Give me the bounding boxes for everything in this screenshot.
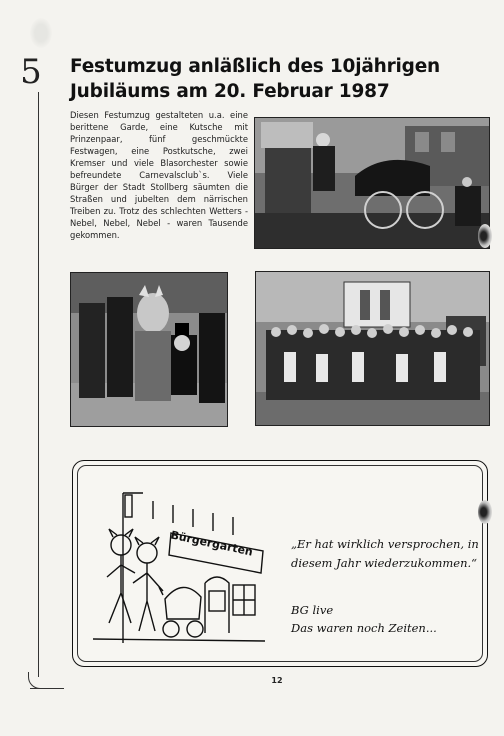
page-title: Festumzug anläßlich des 10jährigen Jubiläums am 20. Februar 1987 xyxy=(70,56,441,102)
photo-parade-carriage xyxy=(254,117,490,249)
photo-costumed-group xyxy=(70,272,228,427)
photo-costumed-group-image xyxy=(71,273,227,426)
page-number: 12 xyxy=(271,676,283,685)
advertisement-box xyxy=(72,460,488,667)
ad-quote: „Er hat wirklich versprochen, in diesem Jahr wiederzukommen.“ xyxy=(291,537,479,570)
section-marker: 5 xyxy=(20,52,42,92)
cartoon-illustration xyxy=(83,473,273,653)
margin-rule-foot xyxy=(30,688,64,689)
binder-hole xyxy=(478,224,492,248)
punch-hole xyxy=(30,18,52,48)
photo-parade-carriage-image xyxy=(255,118,489,248)
intro-paragraph: Diesen Festumzug gestalteten u.a. eine berittene Garde, eine Kutsche mit Prinzenpaar, fünf geschmückte Festwagen, eine Postkutsche, zwei Kremser und viele Blasorchester sowie befreundete Carnevalsclub`s. Viele Bürger der Stadt Stollberg säumten die Straßen und jubelten dem närrischen Treiben zu. Trotz des schlechten Wetters - Nebel, Nebel, Nebel - waren Tausende gekommen. xyxy=(70,110,248,240)
ad-signature-line-1: BG live xyxy=(291,603,334,617)
margin-rule-curl xyxy=(28,672,43,689)
margin-rule xyxy=(38,92,39,677)
photo-parade-crowd xyxy=(255,271,490,426)
sign-text: Bürgergarten xyxy=(169,528,255,559)
ad-signature-line-2: Das waren noch Zeiten... xyxy=(291,621,437,635)
photo-parade-crowd-image xyxy=(256,272,489,425)
binder-hole xyxy=(478,500,492,524)
